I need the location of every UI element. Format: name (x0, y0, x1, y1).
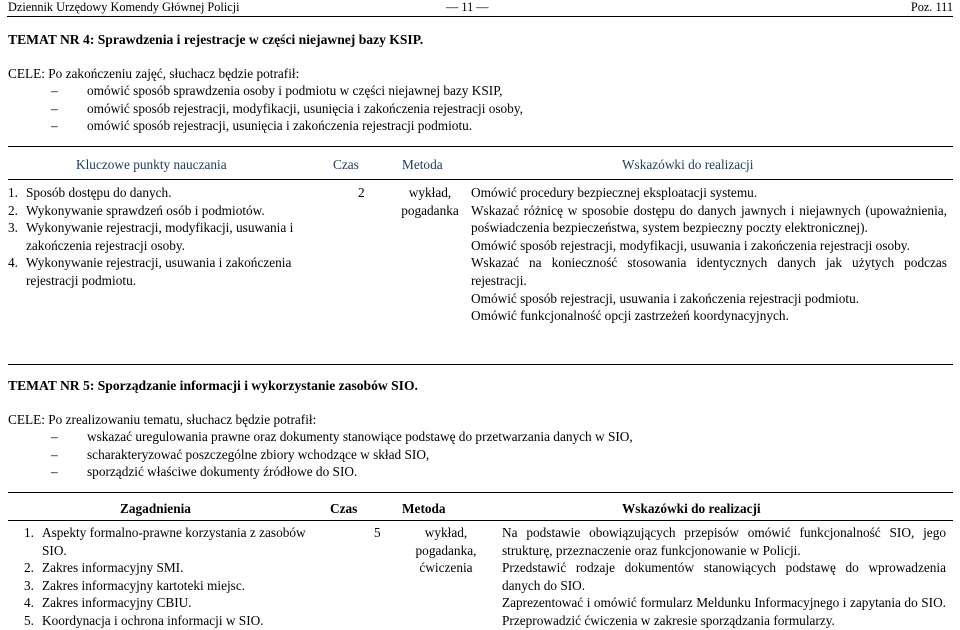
table-bottom-rule (8, 364, 953, 365)
list-item: 4. Zakres informacyjny CBIU. (24, 595, 192, 611)
goal-item: – scharakteryzować poszczególne zbiory wchodzące w skład SIO, (51, 446, 430, 462)
topic4-table (8, 146, 953, 361)
topic4-hints (471, 184, 947, 325)
hint-item: Zaprezentować i omówić formularz Meldunku Informacyjnego i zapytania do SIO. Przeprowadzić ćwiczenia w zakresie sporządzania formularzy. (502, 595, 946, 628)
list-item: 5. Koordynacja i ochrona informacji w SIO. (24, 612, 264, 628)
hint-item: Wskazać różnicę w sposobie dostępu do danych jawnych i niejawnych (upoważnienia, poświadczenia bezpieczeństwa, system bezpieczny poczty elektronicznej). (471, 202, 947, 236)
topic5-time: 5 (374, 525, 381, 540)
th-time: Czas (330, 501, 358, 516)
list-item: 3. Wykonywanie rejestracji, modyfikacji, usuwania i zakończenia rejestracji osoby. (8, 220, 294, 253)
th-key-points: Kluczowe punkty nauczania (76, 157, 227, 172)
goal-item: – omówić sposób rejestracji, modyfikacji, usunięcia i zakończenia rejestracji osoby, (51, 100, 523, 116)
topic5-method: wykład, pogadanka, ćwiczenia (415, 525, 477, 576)
th-hints: Wskazówki do realizacji (622, 501, 761, 516)
goal-item: – sporządzić właściwe dokumenty źródłowe do SIO. (51, 464, 358, 480)
topic5-title: TEMAT NR 5: Sporządzanie informacji i wykorzystanie zasobów SIO. (8, 378, 418, 393)
journal-title: Dziennik Urzędowy Komendy Głównej Policji (8, 0, 240, 14)
topic4-goals-list (0, 82, 960, 135)
hint-item: Na podstawie obowiązujących przepisów omówić funkcjonalność SIO, jego strukturę, przeznaczenie oraz funkcjonowanie w Policji. (502, 525, 946, 558)
hint-item: Przedstawić rodzaje dokumentów stanowiących podstawę do wprowadzenia danych do SIO. (502, 560, 946, 593)
hint-item: Omówić sposób rejestracji, usuwania i zakończenia rejestracji podmiotu. (471, 290, 860, 306)
topic5-table (8, 492, 953, 629)
th-hints: Wskazówki do realizacji (622, 157, 754, 172)
th-method: Metoda (402, 157, 443, 172)
goal-item: – omówić sposób sprawdzenia osoby i podmiotu w części niejawnej bazy KSIP, (51, 83, 503, 98)
th-time: Czas (333, 157, 359, 172)
header-rule (7, 16, 953, 17)
topic5-points (24, 524, 328, 630)
page-number: — 11 — (446, 0, 489, 14)
hint-item: Omówić sposób rejestracji, modyfikacji, usuwania i zakończenia rejestracji osoby. (471, 237, 910, 253)
topic4-time: 2 (358, 185, 365, 200)
list-item: 4. Wykonywanie rejestracji, usuwania i zakończenia rejestracji podmiotu. (8, 255, 292, 288)
topic4-method: wykład, pogadanka (401, 185, 459, 218)
table-top-rule (8, 492, 953, 493)
table-header-rule (8, 179, 953, 180)
topic5-hints (502, 524, 946, 630)
th-method: Metoda (402, 501, 446, 516)
list-item: 2. Zakres informacyjny SMI. (24, 560, 184, 576)
table-header-rule (8, 520, 953, 521)
list-item: 1. Sposób dostępu do danych. (8, 185, 172, 200)
topic5-goals-list (0, 428, 960, 481)
page-header (0, 0, 960, 14)
table-top-rule (8, 146, 953, 147)
position-number: Poz. 111 (910, 0, 953, 14)
list-item: 3. Zakres informacyjny kartoteki miejsc. (24, 577, 246, 593)
hint-item: Omówić funkcjonalność opcji zastrzeżeń koordynacyjnych. (471, 308, 789, 324)
topic4-points (8, 184, 312, 290)
topic4-title: TEMAT NR 4: Sprawdzenia i rejestracje w części niejawnej bazy KSIP. (8, 32, 424, 47)
topic5-goals-intro: CELE: Po zrealizowaniu tematu, słuchacz będzie potrafił: (8, 412, 317, 427)
list-item: 1. Aspekty formalno-prawne korzystania z zasobów SIO. (24, 525, 306, 558)
list-item: 2. Wykonywanie sprawdzeń osób i podmiotów. (8, 202, 265, 218)
hint-item: Wskazać na konieczność stosowania identycznych danych jak użytych podczas rejestracji. (471, 255, 947, 288)
hint-item: Omówić procedury bezpiecznej eksploatacji systemu. (471, 185, 758, 200)
th-topics: Zagadnienia (120, 501, 191, 516)
goal-item: – wskazać uregulowania prawne oraz dokumenty stanowiące podstawę do przetwarzania danych w SIO, (51, 429, 633, 444)
goal-item: – omówić sposób rejestracji, usunięcia i zakończenia rejestracji podmiotu. (51, 118, 473, 134)
topic4-goals-intro: CELE: Po zakończeniu zajęć, słuchacz będzie potrafił: (8, 66, 300, 81)
